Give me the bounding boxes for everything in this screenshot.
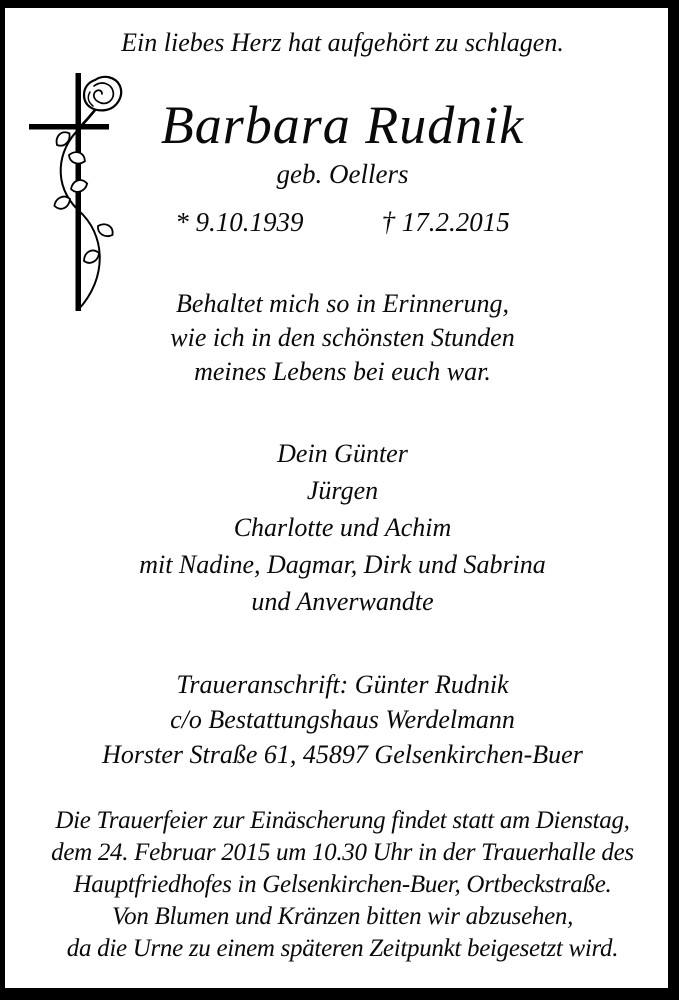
mourner-line: und Anverwandte [251,587,434,616]
remembrance-verse [11,287,674,389]
funeral-line: Von Blumen und Kränzen bitten wir abzusehen, [111,903,574,930]
address-line: Horster Straße 61, 45897 Gelsenkirchen-Buer [102,740,583,769]
funeral-line: Hauptfriedhofes in Gelsenkirchen-Buer, Ortbeckstraße. [73,871,612,898]
mourner-line: Dein Günter [277,439,408,468]
death-date: † 17.2.2015 [381,207,510,237]
life-dates [11,207,674,238]
funeral-line: Die Trauerfeier zur Einäscherung findet statt am Dienstag, [55,807,630,834]
funeral-line: dem 24. Februar 2015 um 10.30 Uhr in der Trauerhalle des [51,839,634,866]
maiden-name: geb. Oellers [276,159,409,189]
funeral-details [11,805,674,965]
verse-line: meines Lebens bei euch war. [194,357,491,386]
deceased-name: Barbara Rudnik [160,95,525,155]
epigraph: Ein liebes Herz hat aufgehört zu schlagen. [121,28,564,57]
funeral-line: da die Urne zu einem späteren Zeitpunkt beigesetzt wird. [66,935,619,962]
address-line: c/o Bestattungshaus Werdelmann [170,705,515,734]
birth-date: * 9.10.1939 [175,207,304,237]
mourners-list [11,435,674,620]
verse-line: Behaltet mich so in Erinnerung, [176,289,509,318]
condolence-address [11,667,674,772]
address-line: Traueranschrift: Günter Rudnik [176,670,509,699]
mourner-line: Charlotte und Achim [233,513,452,542]
mourner-line: Jürgen [306,476,379,505]
verse-line: wie ich in den schönsten Stunden [170,323,515,352]
mourner-line: mit Nadine, Dagmar, Dirk und Sabrina [139,550,546,579]
